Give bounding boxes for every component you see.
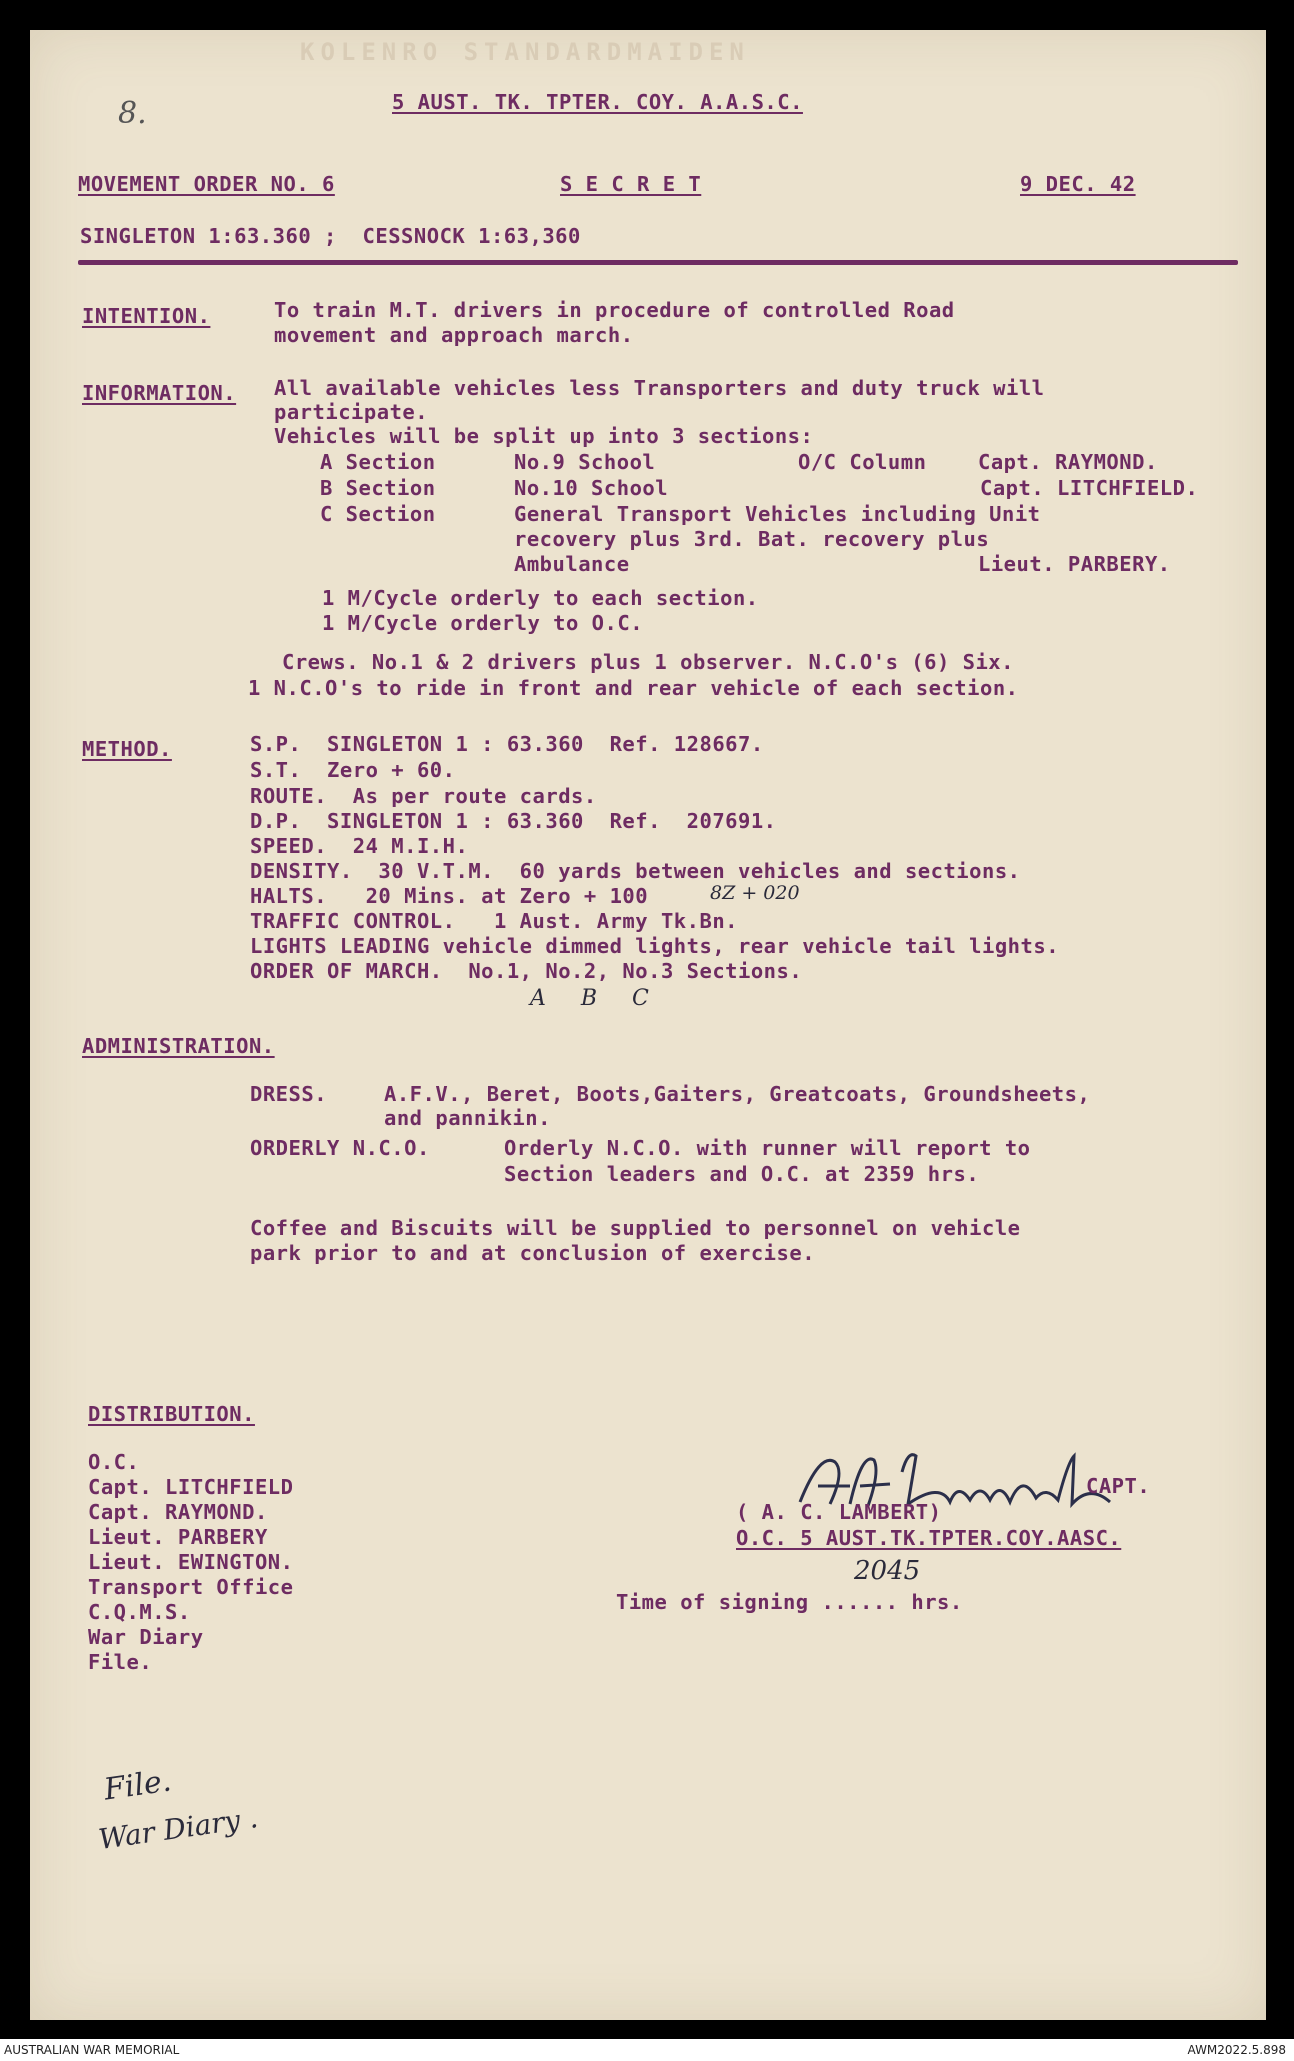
order-title: MOVEMENT ORDER NO. 6 <box>78 172 335 196</box>
information-heading: INFORMATION. <box>82 381 237 405</box>
method-line: S.T. Zero + 60. <box>250 758 456 782</box>
section-unit: No.10 School <box>514 476 669 500</box>
section-name: C Section <box>320 502 436 526</box>
page-mark: 8. <box>118 96 147 131</box>
distribution-item: Lieut. PARBERY <box>88 1525 268 1549</box>
information-line: Vehicles will be split up into 3 sections: <box>274 424 814 448</box>
orderly-line: 1 M/Cycle orderly to each section. <box>322 586 759 610</box>
crews-line: 1 N.C.O's to ride in front and rear vehicle of each section. <box>248 676 1019 700</box>
section-name: A Section <box>320 450 436 474</box>
section-name: B Section <box>320 476 436 500</box>
method-line: DENSITY. 30 V.T.M. 60 yards between vehicles and sections. <box>250 859 1021 883</box>
watermark: KOLENRO STANDARDMAIDEN <box>300 38 750 66</box>
orderly-line: 1 M/Cycle orderly to O.C. <box>322 611 644 635</box>
signatory-appointment: O.C. 5 AUST.TK.TPTER.COY.AASC. <box>736 1526 1122 1550</box>
time-of-signing: Time of signing ...... hrs. <box>616 1590 963 1614</box>
orderly-nco-line: Section leaders and O.C. at 2359 hrs. <box>504 1162 980 1186</box>
map-references: SINGLETON 1:63.360 ; CESSNOCK 1:63,360 <box>80 224 581 248</box>
signatory-rank: CAPT. <box>1086 1474 1151 1498</box>
section-unit: General Transport Vehicles including Unit <box>514 502 1041 526</box>
intention-line: To train M.T. drivers in procedure of controlled Road <box>274 298 955 322</box>
information-line: All available vehicles less Transporters and duty truck will <box>274 376 1045 400</box>
method-line: HALTS. 20 Mins. at Zero + 100 <box>250 884 649 908</box>
distribution-item: War Diary <box>88 1625 204 1649</box>
crews-line: Crews. No.1 & 2 drivers plus 1 observer. N.C.O's (6) Six. <box>282 650 1014 674</box>
section-officer: Lieut. PARBERY. <box>978 552 1171 576</box>
distribution-item: O.C. <box>88 1450 140 1474</box>
method-line: S.P. SINGLETON 1 : 63.360 Ref. 128667. <box>250 732 764 756</box>
distribution-item: Capt. RAYMOND. <box>88 1500 268 1524</box>
section-officer: Capt. LITCHFIELD. <box>980 476 1199 500</box>
document-page <box>30 30 1266 2020</box>
administration-heading: ADMINISTRATION. <box>82 1034 275 1058</box>
orderly-nco-label: ORDERLY N.C.O. <box>250 1136 430 1160</box>
distribution-item: Capt. LITCHFIELD <box>88 1475 294 1499</box>
header-rule <box>78 260 1238 265</box>
order-date: 9 DEC. 42 <box>1020 172 1136 196</box>
intention-heading: INTENTION. <box>82 304 211 328</box>
information-line: participate. <box>274 400 429 424</box>
halts-annotation: 8Z + 020 <box>710 882 800 904</box>
section-unit: No.9 School <box>514 450 656 474</box>
method-line: LIGHTS LEADING vehicle dimmed lights, rear vehicle tail lights. <box>250 934 1060 958</box>
method-line: SPEED. 24 M.I.H. <box>250 834 469 858</box>
handwritten-note: File. <box>101 1763 174 1808</box>
archive-footer <box>0 2039 1294 2061</box>
distribution-item: C.Q.M.S. <box>88 1600 191 1624</box>
method-line: ROUTE. As per route cards. <box>250 784 597 808</box>
method-line: ORDER OF MARCH. No.1, No.2, No.3 Sections. <box>250 959 803 983</box>
time-of-signing-handwritten: 2045 <box>854 1556 921 1586</box>
handwritten-note: War Diary . <box>96 1800 260 1857</box>
section-role: O/C Column <box>798 450 927 474</box>
method-line: D.P. SINGLETON 1 : 63.360 Ref. 207691. <box>250 809 777 833</box>
distribution-item: Lieut. EWINGTON. <box>88 1550 294 1574</box>
dress-line: A.F.V., Beret, Boots,Gaiters, Greatcoats, Groundsheets, <box>384 1082 1091 1106</box>
intention-line: movement and approach march. <box>274 323 634 347</box>
classification: S E C R E T <box>560 172 702 196</box>
unit-header: 5 AUST. TK. TPTER. COY. A.A.S.C. <box>392 90 803 114</box>
distribution-item: File. <box>88 1650 153 1674</box>
orderly-nco-line: Orderly N.C.O. with runner will report to <box>504 1136 1031 1160</box>
order-annotation: A B C <box>530 986 649 1011</box>
method-line: TRAFFIC CONTROL. 1 Aust. Army Tk.Bn. <box>250 909 738 933</box>
signatory-name: ( A. C. LAMBERT) <box>736 1500 942 1524</box>
footer-accession: AWM2022.5.898 <box>1187 2043 1286 2057</box>
section-unit-cont: recovery plus 3rd. Bat. recovery plus <box>514 527 990 551</box>
distribution-item: Transport Office <box>88 1575 294 1599</box>
method-heading: METHOD. <box>82 737 172 761</box>
distribution-heading: DISTRIBUTION. <box>88 1402 255 1426</box>
footer-source: AUSTRALIAN WAR MEMORIAL <box>4 2043 180 2057</box>
section-unit-cont: Ambulance <box>514 552 630 576</box>
coffee-line: park prior to and at conclusion of exercise. <box>250 1241 816 1265</box>
dress-label: DRESS. <box>250 1082 328 1106</box>
section-officer: Capt. RAYMOND. <box>978 450 1158 474</box>
coffee-line: Coffee and Biscuits will be supplied to personnel on vehicle <box>250 1216 1021 1240</box>
dress-line: and pannikin. <box>384 1106 551 1130</box>
